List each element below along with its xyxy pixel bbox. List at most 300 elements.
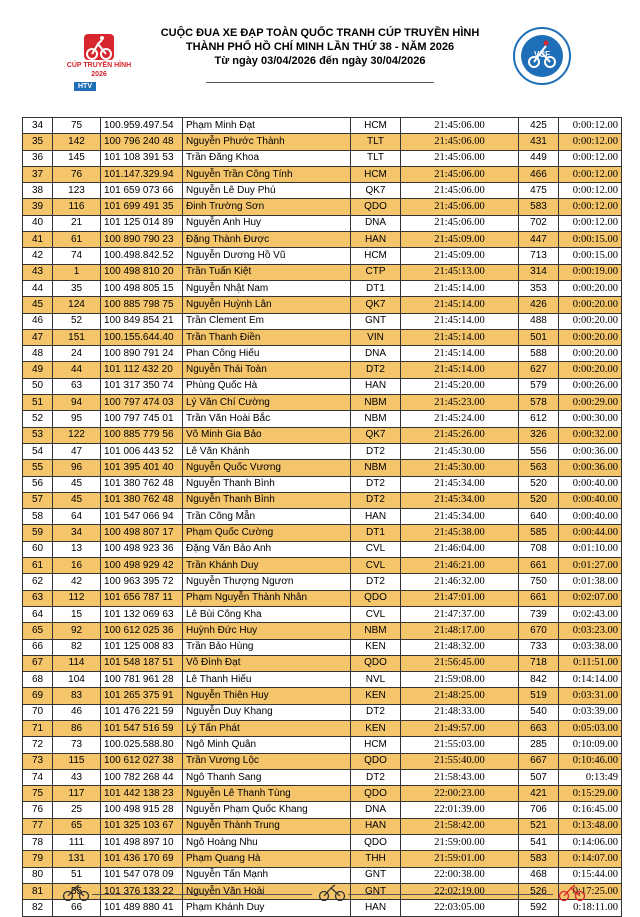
team-code-cell: QDO xyxy=(351,786,401,802)
rank-cell: 80 xyxy=(23,867,53,883)
vcf-logo-text: VCF xyxy=(534,50,550,59)
uci-id-cell: 101 498 897 10 xyxy=(101,835,183,851)
table-row xyxy=(23,329,622,345)
total-time-cell: 22:00:23.00 xyxy=(401,786,519,802)
total-time-cell: 21:45:34.00 xyxy=(401,476,519,492)
bib-cell: 104 xyxy=(53,672,101,688)
table-row xyxy=(23,378,622,394)
rider-name-cell: Trần Tuấn Kiệt xyxy=(183,264,351,280)
time-gap-cell: 0:00:26.00 xyxy=(559,378,622,394)
team-code-cell: KEN xyxy=(351,720,401,736)
total-time-cell: 21:58:43.00 xyxy=(401,769,519,785)
team-code-cell: DT2 xyxy=(351,443,401,459)
rank-cell: 64 xyxy=(23,606,53,622)
uci-id-cell: 101 489 880 41 xyxy=(101,900,183,916)
uci-id-cell: 100 498 805 15 xyxy=(101,280,183,296)
total-time-cell: 21:46:21.00 xyxy=(401,558,519,574)
bib-cell: 21 xyxy=(53,215,101,231)
points-cell: 541 xyxy=(519,835,559,851)
time-gap-cell: 0:00:20.00 xyxy=(559,362,622,378)
time-gap-cell: 0:03:39.00 xyxy=(559,704,622,720)
uci-id-cell: 100 498 810 20 xyxy=(101,264,183,280)
bib-cell: 75 xyxy=(53,118,101,134)
team-code-cell: HAN xyxy=(351,378,401,394)
points-cell: 663 xyxy=(519,720,559,736)
points-cell: 425 xyxy=(519,118,559,134)
uci-id-cell: 101 380 762 48 xyxy=(101,492,183,508)
bib-cell: 92 xyxy=(53,623,101,639)
bib-cell: 82 xyxy=(53,639,101,655)
rank-cell: 40 xyxy=(23,215,53,231)
uci-id-cell: 100.155.644.40 xyxy=(101,329,183,345)
time-gap-cell: 0:00:19.00 xyxy=(559,264,622,280)
tv-cup-logo-year: 2026 xyxy=(91,71,107,78)
rider-name-cell: Đặng Thành Được xyxy=(183,232,351,248)
rider-name-cell: Nguyễn Tấn Mạnh xyxy=(183,867,351,883)
table-row xyxy=(23,280,622,296)
points-cell: 718 xyxy=(519,655,559,671)
points-cell: 556 xyxy=(519,443,559,459)
time-gap-cell: 0:05:03.00 xyxy=(559,720,622,736)
time-gap-cell: 0:01:10.00 xyxy=(559,541,622,557)
bib-cell: 74 xyxy=(53,248,101,264)
rider-name-cell: Phùng Quốc Hà xyxy=(183,378,351,394)
points-cell: 579 xyxy=(519,378,559,394)
points-cell: 612 xyxy=(519,411,559,427)
bib-cell: 122 xyxy=(53,427,101,443)
total-time-cell: 21:45:14.00 xyxy=(401,362,519,378)
rider-name-cell: Nguyễn Thiên Huy xyxy=(183,688,351,704)
time-gap-cell: 0:00:29.00 xyxy=(559,395,622,411)
total-time-cell: 21:46:32.00 xyxy=(401,574,519,590)
points-cell: 520 xyxy=(519,476,559,492)
team-code-cell: CVL xyxy=(351,558,401,574)
table-row xyxy=(23,183,622,199)
bib-cell: 16 xyxy=(53,558,101,574)
bib-cell: 94 xyxy=(53,395,101,411)
table-row xyxy=(23,232,622,248)
time-gap-cell: 0:01:27.00 xyxy=(559,558,622,574)
event-title-line-2: THÀNH PHỐ HỒ CHÍ MINH LẦN THỨ 38 - NĂM 2026 xyxy=(185,41,455,53)
uci-id-cell: 101.147.329.94 xyxy=(101,166,183,182)
rider-name-cell: Nguyễn Văn Hoài xyxy=(183,883,351,899)
points-cell: 713 xyxy=(519,248,559,264)
rank-cell: 54 xyxy=(23,443,53,459)
total-time-cell: 21:55:40.00 xyxy=(401,753,519,769)
rank-cell: 45 xyxy=(23,297,53,313)
uci-id-cell: 101 125 014 89 xyxy=(101,215,183,231)
table-row xyxy=(23,118,622,134)
uci-id-cell: 100 782 268 44 xyxy=(101,769,183,785)
rider-name-cell: Phan Công Hiếu xyxy=(183,346,351,362)
total-time-cell: 21:59:00.00 xyxy=(401,835,519,851)
uci-id-cell: 101 442 138 23 xyxy=(101,786,183,802)
uci-id-cell: 100 797 474 03 xyxy=(101,395,183,411)
footer-divider-left xyxy=(92,894,312,895)
table-row xyxy=(23,802,622,818)
points-cell: 314 xyxy=(519,264,559,280)
time-gap-cell: 0:15:44.00 xyxy=(559,867,622,883)
uci-id-cell: 100 890 791 24 xyxy=(101,346,183,362)
rank-cell: 71 xyxy=(23,720,53,736)
rank-cell: 79 xyxy=(23,851,53,867)
rider-name-cell: Phạm Quốc Cường xyxy=(183,525,351,541)
total-time-cell: 21:45:14.00 xyxy=(401,297,519,313)
team-code-cell: QK7 xyxy=(351,183,401,199)
time-gap-cell: 0:00:12.00 xyxy=(559,150,622,166)
total-time-cell: 21:45:09.00 xyxy=(401,248,519,264)
rank-cell: 67 xyxy=(23,655,53,671)
time-gap-cell: 0:13:49 xyxy=(559,769,622,785)
rider-name-cell: Nguyễn Trần Công Tính xyxy=(183,166,351,182)
uci-id-cell: 100 498 807 17 xyxy=(101,525,183,541)
table-row xyxy=(23,460,622,476)
time-gap-cell: 0:00:36.00 xyxy=(559,460,622,476)
team-code-cell: HCM xyxy=(351,737,401,753)
table-row xyxy=(23,606,622,622)
rank-cell: 38 xyxy=(23,183,53,199)
bib-cell: 111 xyxy=(53,835,101,851)
points-cell: 702 xyxy=(519,215,559,231)
table-row xyxy=(23,786,622,802)
bib-cell: 76 xyxy=(53,166,101,182)
rank-cell: 41 xyxy=(23,232,53,248)
bib-cell: 95 xyxy=(53,411,101,427)
bib-cell: 61 xyxy=(53,232,101,248)
bib-cell: 13 xyxy=(53,541,101,557)
total-time-cell: 21:59:01.00 xyxy=(401,851,519,867)
rider-name-cell: Trần Đăng Khoa xyxy=(183,150,351,166)
uci-id-cell: 101 125 008 83 xyxy=(101,639,183,655)
rank-cell: 50 xyxy=(23,378,53,394)
total-time-cell: 21:45:26.00 xyxy=(401,427,519,443)
points-cell: 519 xyxy=(519,688,559,704)
rank-cell: 57 xyxy=(23,492,53,508)
uci-id-cell: 101 325 103 67 xyxy=(101,818,183,834)
bib-cell: 142 xyxy=(53,134,101,150)
rank-cell: 69 xyxy=(23,688,53,704)
time-gap-cell: 0:02:07.00 xyxy=(559,590,622,606)
time-gap-cell: 0:00:44.00 xyxy=(559,525,622,541)
uci-id-cell: 100 796 240 48 xyxy=(101,134,183,150)
team-code-cell: DNA xyxy=(351,215,401,231)
uci-id-cell: 100 885 798 75 xyxy=(101,297,183,313)
total-time-cell: 21:45:06.00 xyxy=(401,199,519,215)
table-row xyxy=(23,753,622,769)
table-row xyxy=(23,525,622,541)
rank-cell: 37 xyxy=(23,166,53,182)
uci-id-cell: 100 885 779 56 xyxy=(101,427,183,443)
team-code-cell: QDO xyxy=(351,199,401,215)
cyclist-icon xyxy=(558,882,586,902)
rank-cell: 62 xyxy=(23,574,53,590)
rank-cell: 66 xyxy=(23,639,53,655)
table-row xyxy=(23,672,622,688)
time-gap-cell: 0:13:48.00 xyxy=(559,818,622,834)
total-time-cell: 21:59:08.00 xyxy=(401,672,519,688)
table-row xyxy=(23,851,622,867)
points-cell: 353 xyxy=(519,280,559,296)
rank-cell: 36 xyxy=(23,150,53,166)
points-cell: 708 xyxy=(519,541,559,557)
time-gap-cell: 0:00:12.00 xyxy=(559,215,622,231)
uci-id-cell: 101 376 133 22 xyxy=(101,883,183,899)
points-cell: 733 xyxy=(519,639,559,655)
points-cell: 583 xyxy=(519,199,559,215)
rank-cell: 42 xyxy=(23,248,53,264)
points-cell: 475 xyxy=(519,183,559,199)
table-row xyxy=(23,362,622,378)
title-divider xyxy=(206,82,434,83)
rider-name-cell: Nguyễn Anh Huy xyxy=(183,215,351,231)
bib-cell: 86 xyxy=(53,720,101,736)
rider-name-cell: Trần Vương Lộc xyxy=(183,753,351,769)
event-title-block xyxy=(150,26,490,68)
team-code-cell: HAN xyxy=(351,900,401,916)
rider-name-cell: Phạm Quang Hà xyxy=(183,851,351,867)
rider-name-cell: Ngô Minh Quân xyxy=(183,737,351,753)
table-row xyxy=(23,443,622,459)
team-code-cell: GNT xyxy=(351,313,401,329)
uci-id-cell: 101 006 443 52 xyxy=(101,443,183,459)
total-time-cell: 21:45:14.00 xyxy=(401,313,519,329)
rider-name-cell: Ngô Hoàng Nhu xyxy=(183,835,351,851)
time-gap-cell: 0:00:20.00 xyxy=(559,329,622,345)
rider-name-cell: Đinh Trường Sơn xyxy=(183,199,351,215)
bib-cell: 145 xyxy=(53,150,101,166)
time-gap-cell: 0:14:07.00 xyxy=(559,851,622,867)
points-cell: 739 xyxy=(519,606,559,622)
bib-cell: 63 xyxy=(53,378,101,394)
total-time-cell: 21:47:01.00 xyxy=(401,590,519,606)
rank-cell: 43 xyxy=(23,264,53,280)
page-header xyxy=(0,0,640,110)
team-code-cell: QK7 xyxy=(351,427,401,443)
rider-name-cell: Trần Thanh Điền xyxy=(183,329,351,345)
cyclist-icon xyxy=(62,882,90,902)
total-time-cell: 21:58:42.00 xyxy=(401,818,519,834)
points-cell: 706 xyxy=(519,802,559,818)
points-cell: 488 xyxy=(519,313,559,329)
time-gap-cell: 0:00:12.00 xyxy=(559,199,622,215)
table-row xyxy=(23,818,622,834)
table-row xyxy=(23,704,622,720)
total-time-cell: 22:02:19.00 xyxy=(401,883,519,899)
uci-id-cell: 100 498 929 42 xyxy=(101,558,183,574)
points-cell: 326 xyxy=(519,427,559,443)
rank-cell: 76 xyxy=(23,802,53,818)
points-cell: 640 xyxy=(519,509,559,525)
points-cell: 468 xyxy=(519,867,559,883)
bib-cell: 96 xyxy=(53,460,101,476)
time-gap-cell: 0:00:12.00 xyxy=(559,183,622,199)
time-gap-cell: 0:00:12.00 xyxy=(559,166,622,182)
team-code-cell: HAN xyxy=(351,232,401,248)
team-code-cell: HCM xyxy=(351,248,401,264)
total-time-cell: 21:45:30.00 xyxy=(401,443,519,459)
points-cell: 667 xyxy=(519,753,559,769)
points-cell: 447 xyxy=(519,232,559,248)
bib-cell: 117 xyxy=(53,786,101,802)
total-time-cell: 21:45:24.00 xyxy=(401,411,519,427)
table-row xyxy=(23,720,622,736)
team-code-cell: DT2 xyxy=(351,492,401,508)
bib-cell: 124 xyxy=(53,297,101,313)
bib-cell: 131 xyxy=(53,851,101,867)
uci-id-cell: 100 963 395 72 xyxy=(101,574,183,590)
table-row xyxy=(23,134,622,150)
uci-id-cell: 101 547 078 09 xyxy=(101,867,183,883)
bib-cell: 51 xyxy=(53,867,101,883)
points-cell: 285 xyxy=(519,737,559,753)
bib-cell: 44 xyxy=(53,362,101,378)
uci-id-cell: 101 132 069 63 xyxy=(101,606,183,622)
uci-id-cell: 101 436 170 69 xyxy=(101,851,183,867)
time-gap-cell: 0:03:23.00 xyxy=(559,623,622,639)
total-time-cell: 21:45:06.00 xyxy=(401,166,519,182)
points-cell: 578 xyxy=(519,395,559,411)
team-code-cell: QDO xyxy=(351,753,401,769)
rider-name-cell: Nguyễn Nhật Nam xyxy=(183,280,351,296)
uci-id-cell: 100 612 025 36 xyxy=(101,623,183,639)
total-time-cell: 21:48:32.00 xyxy=(401,639,519,655)
table-row xyxy=(23,427,622,443)
points-cell: 661 xyxy=(519,590,559,606)
rider-name-cell: Lý Văn Chí Cường xyxy=(183,395,351,411)
team-code-cell: QDO xyxy=(351,835,401,851)
team-code-cell: QDO xyxy=(351,655,401,671)
rider-name-cell: Phạm Nguyễn Thành Nhân xyxy=(183,590,351,606)
total-time-cell: 21:45:06.00 xyxy=(401,118,519,134)
uci-id-cell: 101 112 432 20 xyxy=(101,362,183,378)
table-row xyxy=(23,737,622,753)
team-code-cell: DT2 xyxy=(351,704,401,720)
rider-name-cell: Trần Văn Hoài Bắc xyxy=(183,411,351,427)
rider-name-cell: Nguyễn Phước Thành xyxy=(183,134,351,150)
rider-name-cell: Nguyễn Quốc Vương xyxy=(183,460,351,476)
time-gap-cell: 0:00:15.00 xyxy=(559,232,622,248)
rider-name-cell: Nguyễn Dương Hồ Vũ xyxy=(183,248,351,264)
rank-cell: 39 xyxy=(23,199,53,215)
team-code-cell: CTP xyxy=(351,264,401,280)
rank-cell: 48 xyxy=(23,346,53,362)
team-code-cell: GNT xyxy=(351,883,401,899)
total-time-cell: 21:45:34.00 xyxy=(401,492,519,508)
points-cell: 501 xyxy=(519,329,559,345)
uci-id-cell: 100 612 027 38 xyxy=(101,753,183,769)
time-gap-cell: 0:00:15.00 xyxy=(559,248,622,264)
rank-cell: 61 xyxy=(23,558,53,574)
total-time-cell: 21:47:37.00 xyxy=(401,606,519,622)
rider-name-cell: Ngô Thanh Sang xyxy=(183,769,351,785)
team-code-cell: DT2 xyxy=(351,574,401,590)
team-code-cell: HAN xyxy=(351,509,401,525)
total-time-cell: 21:49:57.00 xyxy=(401,720,519,736)
rider-name-cell: Nguyễn Thượng Ngươn xyxy=(183,574,351,590)
rider-name-cell: Lê Thanh Hiếu xyxy=(183,672,351,688)
team-code-cell: CVL xyxy=(351,541,401,557)
page-footer xyxy=(0,878,640,905)
time-gap-cell: 0:00:12.00 xyxy=(559,118,622,134)
rank-cell: 81 xyxy=(23,883,53,899)
points-cell: 540 xyxy=(519,704,559,720)
footer-divider-right xyxy=(348,894,553,895)
total-time-cell: 21:45:06.00 xyxy=(401,150,519,166)
uci-id-cell: 101 395 401 40 xyxy=(101,460,183,476)
results-table xyxy=(22,117,622,917)
team-code-cell: TLT xyxy=(351,150,401,166)
tv-cup-logo-caption: CÚP TRUYỀN HÌNH xyxy=(66,62,132,69)
table-row xyxy=(23,297,622,313)
rank-cell: 59 xyxy=(23,525,53,541)
total-time-cell: 21:48:33.00 xyxy=(401,704,519,720)
rider-name-cell: Phạm Khánh Duy xyxy=(183,900,351,916)
bib-cell: 46 xyxy=(53,704,101,720)
rider-name-cell: Nguyễn Phạm Quốc Khang xyxy=(183,802,351,818)
rank-cell: 56 xyxy=(23,476,53,492)
table-row xyxy=(23,590,622,606)
rank-cell: 70 xyxy=(23,704,53,720)
time-gap-cell: 0:00:40.00 xyxy=(559,492,622,508)
team-code-cell: DT2 xyxy=(351,476,401,492)
team-code-cell: GNT xyxy=(351,867,401,883)
bib-cell: 25 xyxy=(53,802,101,818)
rider-name-cell: Võ Đình Đạt xyxy=(183,655,351,671)
table-row xyxy=(23,215,622,231)
uci-id-cell: 100 890 790 23 xyxy=(101,232,183,248)
time-gap-cell: 0:00:20.00 xyxy=(559,346,622,362)
rider-name-cell: Nguyễn Huỳnh Lân xyxy=(183,297,351,313)
team-code-cell: NBM xyxy=(351,411,401,427)
tv-cup-logo xyxy=(64,32,134,96)
team-code-cell: DT1 xyxy=(351,525,401,541)
rider-name-cell: Trần Khánh Duy xyxy=(183,558,351,574)
total-time-cell: 21:48:17.00 xyxy=(401,623,519,639)
rider-name-cell: Nguyễn Thanh Bình xyxy=(183,476,351,492)
team-code-cell: KEN xyxy=(351,688,401,704)
bib-cell: 151 xyxy=(53,329,101,345)
rank-cell: 34 xyxy=(23,118,53,134)
points-cell: 670 xyxy=(519,623,559,639)
rank-cell: 47 xyxy=(23,329,53,345)
rank-cell: 77 xyxy=(23,818,53,834)
total-time-cell: 21:45:20.00 xyxy=(401,378,519,394)
rider-name-cell: Phạm Minh Đạt xyxy=(183,118,351,134)
rank-cell: 68 xyxy=(23,672,53,688)
time-gap-cell: 0:18:11.00 xyxy=(559,900,622,916)
total-time-cell: 21:45:14.00 xyxy=(401,329,519,345)
bib-cell: 35 xyxy=(53,280,101,296)
team-code-cell: HCM xyxy=(351,166,401,182)
uci-id-cell: 101 547 066 94 xyxy=(101,509,183,525)
team-code-cell: VIN xyxy=(351,329,401,345)
total-time-cell: 21:45:06.00 xyxy=(401,134,519,150)
points-cell: 750 xyxy=(519,574,559,590)
team-code-cell: NBM xyxy=(351,623,401,639)
points-cell: 526 xyxy=(519,883,559,899)
uci-id-cell: 100 498 915 28 xyxy=(101,802,183,818)
rider-name-cell: Lê Bùi Công Kha xyxy=(183,606,351,622)
points-cell: 466 xyxy=(519,166,559,182)
vcf-logo xyxy=(510,24,574,88)
points-cell: 449 xyxy=(519,150,559,166)
team-code-cell: QDO xyxy=(351,590,401,606)
total-time-cell: 21:45:30.00 xyxy=(401,460,519,476)
rank-cell: 51 xyxy=(23,395,53,411)
table-row xyxy=(23,835,622,851)
rider-name-cell: Huỳnh Đức Huy xyxy=(183,623,351,639)
team-code-cell: CVL xyxy=(351,606,401,622)
